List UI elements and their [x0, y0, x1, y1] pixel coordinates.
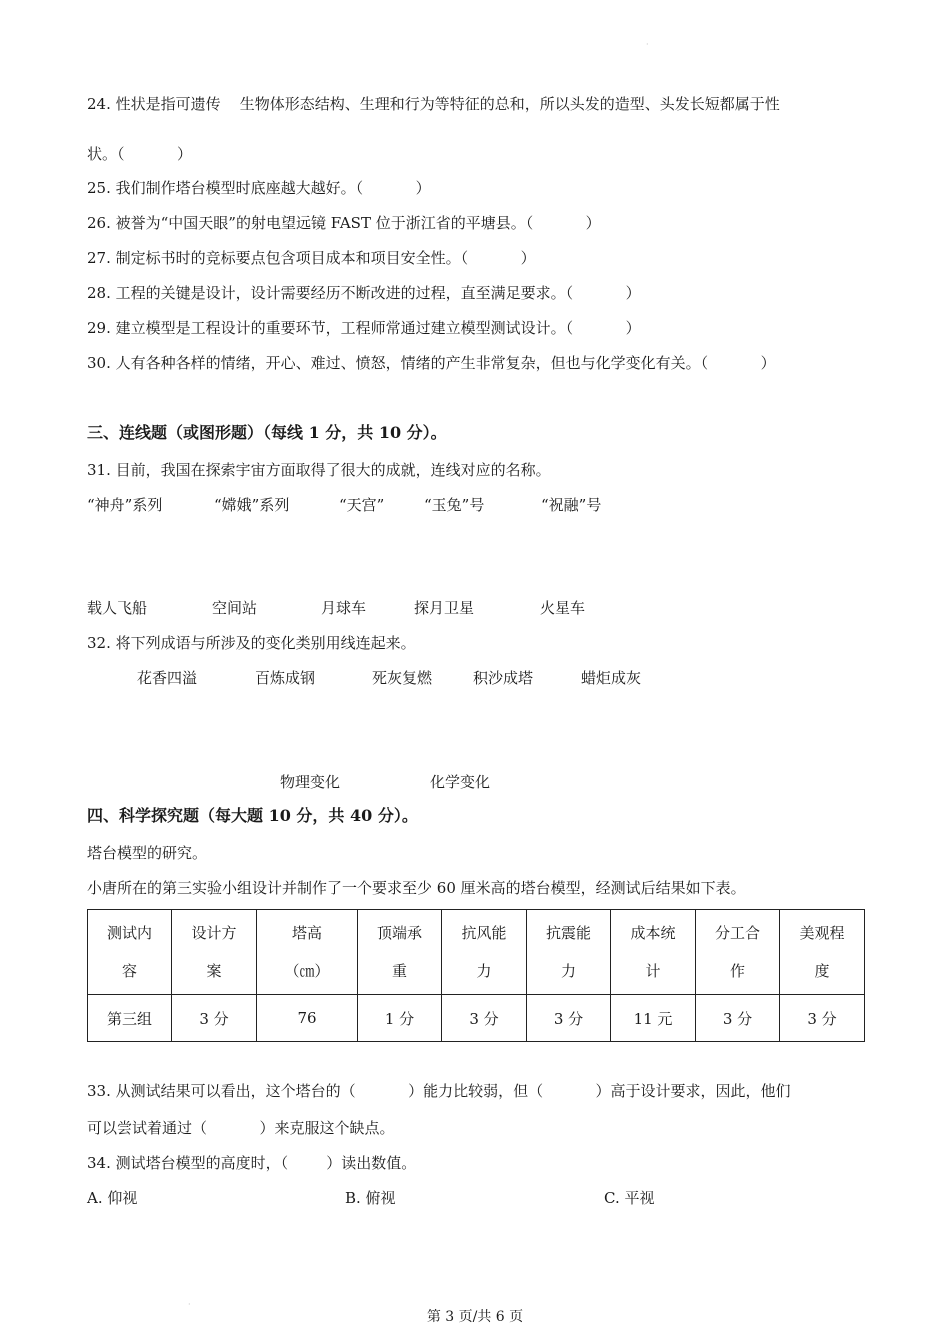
table-cell: 11 元 [611, 995, 696, 1042]
question-32: 32. 将下列成语与所涉及的变化类别用线连起来。 [87, 634, 416, 652]
q32-idiom: 蜡炬成灰 [581, 669, 642, 687]
option-c: C. 平视 [604, 1189, 655, 1207]
q31-top-item: “天宫” [339, 496, 385, 514]
table-header-cell: 成本统 计 [611, 910, 696, 995]
table-header-cell: 塔高 （㎝） [257, 910, 358, 995]
table-cell: 76 [257, 995, 358, 1042]
question-27: 27. 制定标书时的竞标要点包含项目成本和项目安全性。（ ） [87, 249, 536, 267]
question-34: 34. 测试塔台模型的高度时，（ ）读出数值。 [87, 1154, 417, 1172]
q32-category: 化学变化 [430, 773, 491, 791]
section-3-title: 三、连线题（或图形题）（每线 1 分，共 10 分）。 [87, 423, 447, 442]
table-header-cell: 设计方 案 [172, 910, 257, 995]
q31-bottom-item: 火星车 [540, 599, 586, 617]
question-24-line1: 24. 性状是指可遗传 生物体形态结构、生理和行为等特征的总和，所以头发的造型、头发长短都属于性 [87, 95, 780, 113]
table-cell: 3 分 [780, 995, 865, 1042]
table-cell: 3 分 [172, 995, 257, 1042]
scan-dot: · [646, 40, 649, 49]
table-header-cell: 顶端承 重 [358, 910, 442, 995]
scan-dot: · [188, 1300, 191, 1309]
test-result-table [87, 909, 865, 1042]
question-26: 26. 被誉为“中国天眼”的射电望远镜 FAST 位于浙江省的平塘县。（ ） [87, 214, 601, 232]
q31-bottom-item: 载人飞船 [87, 599, 148, 617]
table-cell: 3 分 [696, 995, 780, 1042]
table-cell: 1 分 [358, 995, 442, 1042]
q31-bottom-item: 空间站 [212, 599, 258, 617]
q31-top-item: “祝融”号 [541, 496, 602, 514]
table-header-cell: 测试内 容 [88, 910, 172, 995]
table-header-cell: 分工合 作 [696, 910, 780, 995]
question-25: 25. 我们制作塔台模型时底座越大越好。（ ） [87, 179, 431, 197]
q31-bottom-item: 月球车 [321, 599, 367, 617]
q32-idiom: 百炼成钢 [255, 669, 316, 687]
q31-top-item: “嫦娥”系列 [214, 496, 290, 514]
option-a: A. 仰视 [87, 1189, 138, 1207]
option-b: B. 俯视 [345, 1189, 396, 1207]
q32-idiom: 死灰复燃 [372, 669, 433, 687]
table-cell: 第三组 [88, 995, 172, 1042]
table-header-cell: 抗风能 力 [442, 910, 527, 995]
q32-category: 物理变化 [280, 773, 341, 791]
table-header-cell: 美观程 度 [780, 910, 865, 995]
table-header-cell: 抗震能 力 [527, 910, 611, 995]
question-24-line2: 状。（ ） [87, 145, 192, 163]
question-33-line1: 33. 从测试结果可以看出，这个塔台的（ ）能力比较弱，但（ ）高于设计要求，因此，他们 [87, 1082, 791, 1100]
q31-bottom-item: 探月卫星 [414, 599, 475, 617]
q32-idiom: 积沙成塔 [473, 669, 534, 687]
question-28: 28. 工程的关键是设计，设计需要经历不断改进的过程，直至满足要求。（ ） [87, 284, 641, 302]
table-cell: 3 分 [527, 995, 611, 1042]
section-4-title: 四、科学探究题（每大题 10 分，共 40 分）。 [87, 806, 418, 825]
table-row [88, 995, 865, 1042]
q31-top-item: “玉兔”号 [424, 496, 485, 514]
page-footer: 第 3 页/共 6 页 [426, 1309, 524, 1325]
question-31: 31. 目前，我国在探索宇宙方面取得了很大的成就，连线对应的名称。 [87, 461, 551, 479]
question-30: 30. 人有各种各样的情绪，开心、难过、愤怒，情绪的产生非常复杂，但也与化学变化有关。（ ） [87, 354, 776, 372]
table-cell: 3 分 [442, 995, 527, 1042]
question-33-line2: 可以尝试着通过（ ）来克服这个缺点。 [87, 1119, 395, 1137]
section-4-description: 小唐所在的第三实验小组设计并制作了一个要求至少 60 厘米高的塔台模型，经测试后结果如下表。 [87, 879, 746, 897]
table-header-row [88, 910, 865, 995]
section-4-intro: 塔台模型的研究。 [87, 844, 208, 862]
q31-top-item: “神舟”系列 [87, 496, 163, 514]
question-29: 29. 建立模型是工程设计的重要环节，工程师常通过建立模型测试设计。（ ） [87, 319, 641, 337]
q32-idiom: 花香四溢 [137, 669, 198, 687]
